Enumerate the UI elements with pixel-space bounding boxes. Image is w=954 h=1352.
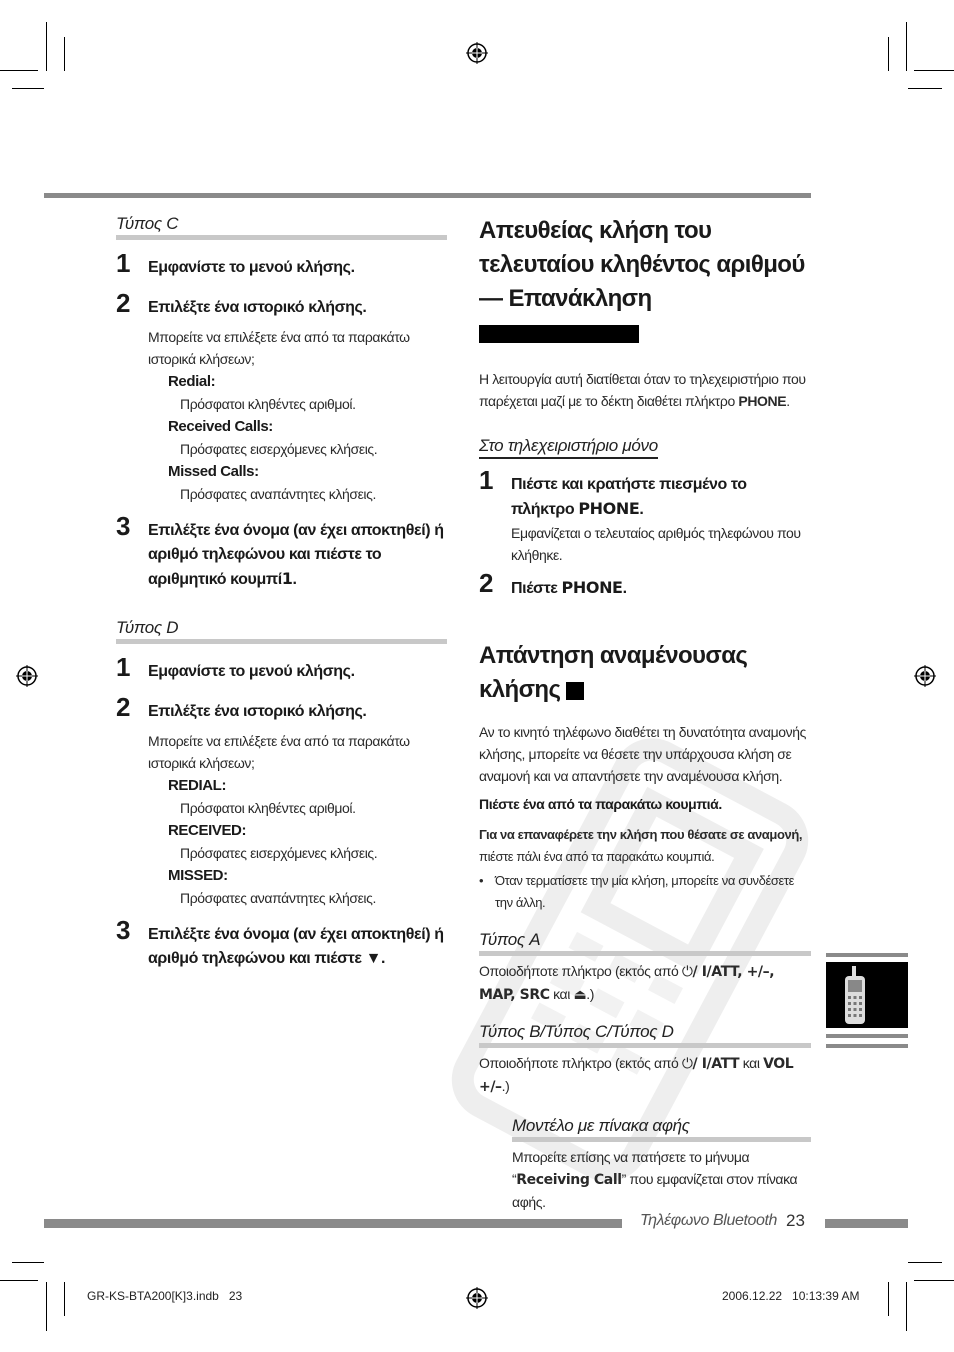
list-item-desc: Πρόσφατοι κληθέντες αριθμοί. [180, 396, 356, 412]
step-number: 2 [116, 288, 131, 318]
crop-mark [46, 22, 47, 71]
left-column [116, 214, 447, 971]
press-one-instruction: Πιέστε ένα από τα παρακάτω κουμπιά. [479, 796, 722, 812]
crop-mark [12, 1262, 44, 1263]
crop-mark [908, 1262, 942, 1263]
step-text: Πιέστε και κρατήστε πιεσμένο το πλήκτρο [511, 476, 747, 518]
crop-mark [906, 1282, 907, 1331]
print-timestamp: 2006.12.22 10:13:39 AM [722, 1289, 860, 1303]
crop-mark [906, 22, 907, 71]
side-tab [826, 962, 908, 1028]
step-intro: Μπορείτε να επιλέξετε ένα από τα παρακάτω ιστορικά κλήσεων; [148, 733, 410, 771]
step-number: 3 [116, 915, 131, 945]
registration-mark-icon [16, 665, 38, 687]
key-label: PHONE [738, 393, 787, 409]
step-text: Επιλέξτε ένα ιστορικό κλήσης. [148, 299, 367, 316]
heading-line: Απευθείας κλήση του [479, 217, 712, 244]
step-text: Επιλέξτε ένα όνομα (αν έχει αποκτηθεί) ή αριθμό τηλεφώνου και πιέστε το αριθμητικό κουμπί [148, 522, 444, 588]
list-item-desc: Πρόσφατοι κληθέντες αριθμοί. [180, 800, 356, 816]
footer-section-label: Τηλέφωνο Bluetooth [640, 1212, 778, 1229]
heading-line: τελευταίου κληθέντος αριθμού [479, 251, 805, 278]
heading-bar [479, 325, 639, 343]
type-bcd-keys: Οποιοδήποτε πλήκτρο (εκτός από ⏻/ I/ATT και VOL +/–.) [479, 1055, 794, 1095]
heading-bar [566, 682, 584, 700]
step-2 [116, 288, 447, 320]
waiting-intro: Αν το κινητό τηλέφωνο διαθέτει τη δυνατότητα αναμονής κλήσης, μπορείτε να θέσετε την υπάρχουσα κλήση σε αναμονή και να απαντήσετε την αναμένουσα κλήση. [479, 724, 806, 784]
touch-panel-section [479, 1116, 811, 1213]
list-item-label: MISSED: [168, 867, 228, 884]
crop-mark [908, 88, 942, 89]
key-label: 1 [281, 569, 293, 588]
side-tab-rule [826, 1044, 908, 1048]
key-label: PHONE [578, 499, 640, 518]
section-heading-redial [479, 214, 811, 350]
step-number: 1 [116, 248, 131, 278]
subheading-type-d: Τύπος D [116, 618, 447, 644]
crop-mark [64, 37, 65, 71]
restore-instruction: Για να επαναφέρετε την κλήση που θέσατε σε αναμονή, πιέστε πάλι ένα από τα παρακάτω κουμπιά. [479, 827, 803, 864]
crop-mark [914, 70, 954, 71]
call-history-list [116, 370, 447, 505]
step-1 [116, 652, 447, 684]
step-text: Εμφανίστε το μενού κλήσης. [148, 663, 355, 680]
call-history-list [116, 774, 447, 909]
subheading-type-a: Τύπος A [479, 930, 811, 956]
list-item-label: REDIAL: [168, 777, 227, 794]
redial-intro: Η λειτουργία αυτή διατίθεται όταν το τηλεχειριστήριο που παρέχεται μαζί με το δέκτη διαθέτει πλήκτρο PHONE. [479, 371, 806, 409]
type-a-keys: Οποιοδήποτε πλήκτρο (εκτός από ⏻/ I/ATT, +/–, MAP, SRC και ⏏.) [479, 963, 775, 1003]
step-number: 3 [116, 511, 131, 541]
subheading-type-bcd: Τύπος B/Τύπος C/Τύπος D [479, 1022, 811, 1048]
step-1: 1 Πιέστε και κρατήστε πιεσμένο το πλήκτρο PHONE. [479, 465, 747, 518]
list-item-desc: Πρόσφατες εισερχόμενες κλήσεις. [180, 845, 378, 861]
mobile-phone-icon [826, 962, 908, 1028]
down-arrow-icon: ▼ [365, 950, 382, 967]
step-number: 2 [116, 692, 131, 722]
side-tab-rule [826, 1034, 908, 1038]
step-3: 3 Επιλέξτε ένα όνομα (αν έχει αποκτηθεί) ή αριθμό τηλεφώνου και πιέστε ▼. [116, 915, 444, 967]
subheading-remote-only: Στο τηλεχειριστήριο μόνο [479, 436, 658, 459]
crop-mark [914, 1280, 954, 1281]
heading-line: — Επανάκληση [479, 282, 811, 350]
file-info: GR-KS-BTA200[K]3.indb 23 [87, 1289, 243, 1303]
step-text: Επιλέξτε ένα όνομα (αν έχει αποκτηθεί) ή αριθμό τηλεφώνου και πιέστε [148, 926, 444, 967]
step-1 [116, 248, 447, 280]
bullet-note: • Όταν τερματίσετε την μία κλήση, μπορείτε να συνδέσετε την άλλη. [479, 870, 811, 914]
crop-mark [888, 1282, 889, 1316]
step-text: Επιλέξτε ένα ιστορικό κλήσης. [148, 703, 367, 720]
touch-panel-text: Μπορείτε επίσης να πατήσετε το μήνυμα “Receiving Call” που εμφανίζεται στον πίνακα αφής. [512, 1149, 798, 1210]
footer-rule [44, 1219, 622, 1228]
power-icon: ⏻ [681, 963, 693, 979]
registration-mark-icon [466, 1287, 488, 1309]
step-desc: Εμφανίζεται ο τελευταίος αριθμός τηλεφώνου που κλήθηκε. [511, 525, 801, 563]
eject-icon: ⏏ [573, 986, 587, 1002]
subheading-touch-panel: Μοντέλο με πίνακα αφής [512, 1116, 811, 1142]
footer-rule [825, 1219, 908, 1228]
crop-mark [12, 88, 44, 89]
list-item-label: Missed Calls: [168, 463, 259, 480]
page-number: 23 [786, 1211, 805, 1230]
list-item-desc: Πρόσφατες αναπάντητες κλήσεις. [180, 890, 376, 906]
list-item-desc: Πρόσφατες εισερχόμενες κλήσεις. [180, 441, 378, 457]
crop-mark [64, 1282, 65, 1316]
list-item-label: Received Calls: [168, 418, 273, 435]
list-item-desc: Πρόσφατες αναπάντητες κλήσεις. [180, 486, 376, 502]
registration-mark-icon [466, 42, 488, 64]
step-text: Εμφανίστε το μενού κλήσης. [148, 259, 355, 276]
registration-mark-icon [914, 665, 936, 687]
top-rule [44, 193, 811, 198]
step-intro: Μπορείτε να επιλέξετε ένα από τα παρακάτω ιστορικά κλήσεων; [148, 329, 410, 367]
crop-mark [0, 1280, 38, 1281]
crop-mark [888, 37, 889, 71]
subheading-type-c: Τύπος C [116, 214, 447, 240]
side-tab-rule [826, 953, 908, 957]
step-number: 2 [479, 568, 494, 598]
step-3: 3 Επιλέξτε ένα όνομα (αν έχει αποκτηθεί) ή αριθμό τηλεφώνου και πιέστε το αριθμητικό κουμπί1. [116, 511, 444, 588]
step-text: Πιέστε [511, 580, 558, 597]
list-item-label: RECEIVED: [168, 822, 247, 839]
right-column [479, 214, 811, 1213]
section-heading-waiting: Απάντηση αναμένουσας κλήσης [479, 642, 748, 703]
step-number: 1 [479, 465, 494, 495]
step-2 [116, 692, 447, 724]
crop-mark [0, 70, 38, 71]
key-label: PHONE [561, 578, 623, 597]
step-2: 2 Πιέστε PHONE. [479, 568, 627, 598]
crop-mark [46, 1282, 47, 1331]
step-number: 1 [116, 652, 131, 682]
power-icon: ⏻ [681, 1055, 693, 1071]
list-item-label: Redial: [168, 373, 216, 390]
